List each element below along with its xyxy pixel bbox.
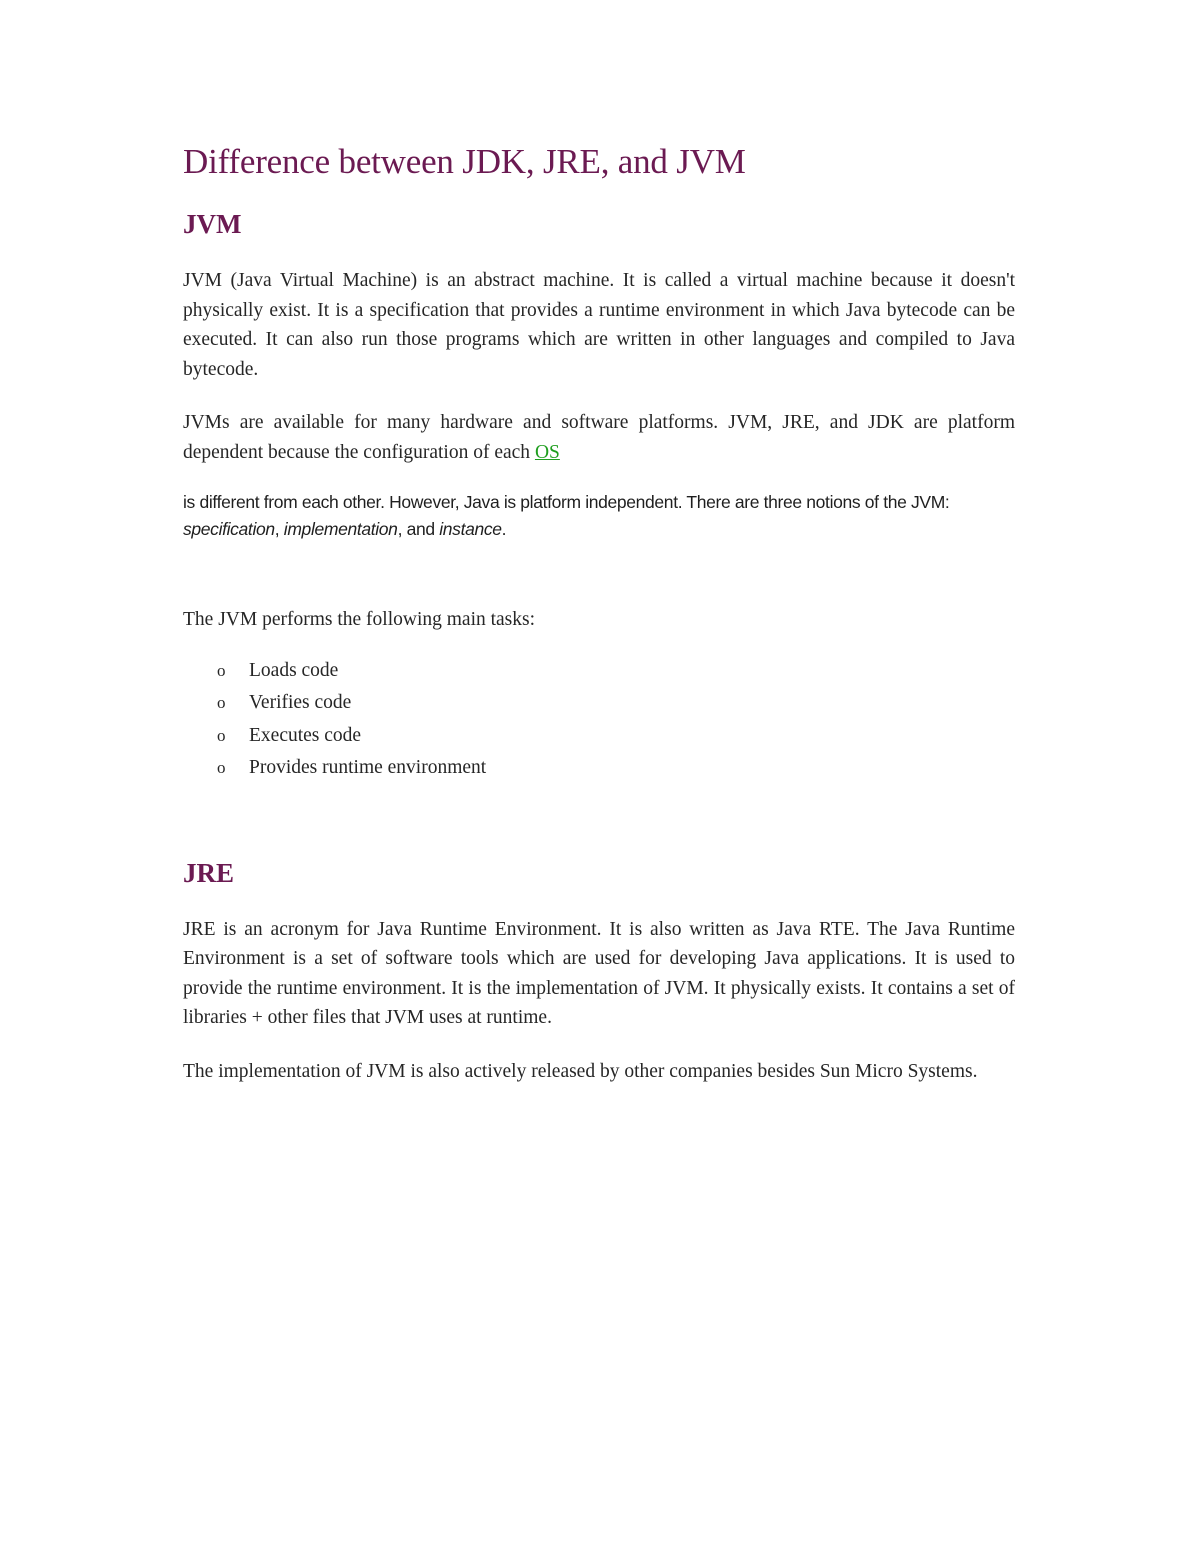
jvm-paragraph-platforms	[183, 408, 1015, 467]
jvm-paragraph-notions	[183, 489, 1015, 543]
task-label: Provides runtime environment	[249, 757, 487, 779]
bullet-icon: o	[217, 660, 226, 680]
bullet-icon: o	[217, 758, 226, 778]
jvm-platforms-text: JVMs are available for many hardware and software platforms. JVM, JRE, and JDK are platform dependent because the configuration of each	[183, 412, 1015, 463]
jre-paragraph-definition: JRE is an acronym for Java Runtime Environment. It is also written as Java RTE. The Java Runtime Environment is a set of software tools which are used for developing Java applications. It is used to provide the runtime environment. It is the implementation of JVM. It physically exists. It contains a set of libraries + other files that JVM uses at runtime.	[183, 918, 1015, 1029]
list-item	[183, 655, 1015, 688]
jre-paragraph-implementations: The implementation of JVM is also actively released by other companies besides Sun Micro Systems.	[183, 1060, 978, 1082]
list-item	[183, 720, 1015, 753]
document-title: Difference between JDK, JRE, and JVM	[183, 142, 746, 181]
notion-separator: ,	[274, 519, 284, 539]
jvm-task-list	[183, 655, 1015, 785]
bullet-icon: o	[217, 693, 226, 713]
notion-end: .	[501, 519, 507, 539]
os-link[interactable]: OS	[534, 441, 560, 463]
jre-heading: JRE	[183, 857, 235, 888]
notion-instance: instance	[439, 519, 502, 539]
jvm-notions-text: is different from each other. However, Java is platform independent. There are three notions of the JVM:	[183, 492, 950, 512]
notion-separator: , and	[397, 519, 440, 539]
jvm-heading: JVM	[183, 209, 242, 239]
notion-implementation: implementation	[283, 519, 398, 539]
task-label: Executes code	[249, 724, 362, 746]
task-label: Loads code	[249, 659, 339, 681]
task-label: Verifies code	[249, 692, 352, 714]
document-body	[183, 138, 1015, 1086]
list-item	[183, 752, 1015, 785]
bullet-icon: o	[217, 725, 226, 745]
jvm-tasks-intro: The JVM performs the following main tasks:	[183, 609, 536, 630]
list-item	[183, 687, 1015, 720]
notion-specification: specification	[183, 519, 275, 539]
jvm-paragraph-definition: JVM (Java Virtual Machine) is an abstract machine. It is called a virtual machine because it doesn't physically exist. It is a specification that provides a runtime environment in which Java bytecode can be executed. It can also run those programs which are written in other languages and compiled to Java bytecode.	[183, 270, 1015, 380]
